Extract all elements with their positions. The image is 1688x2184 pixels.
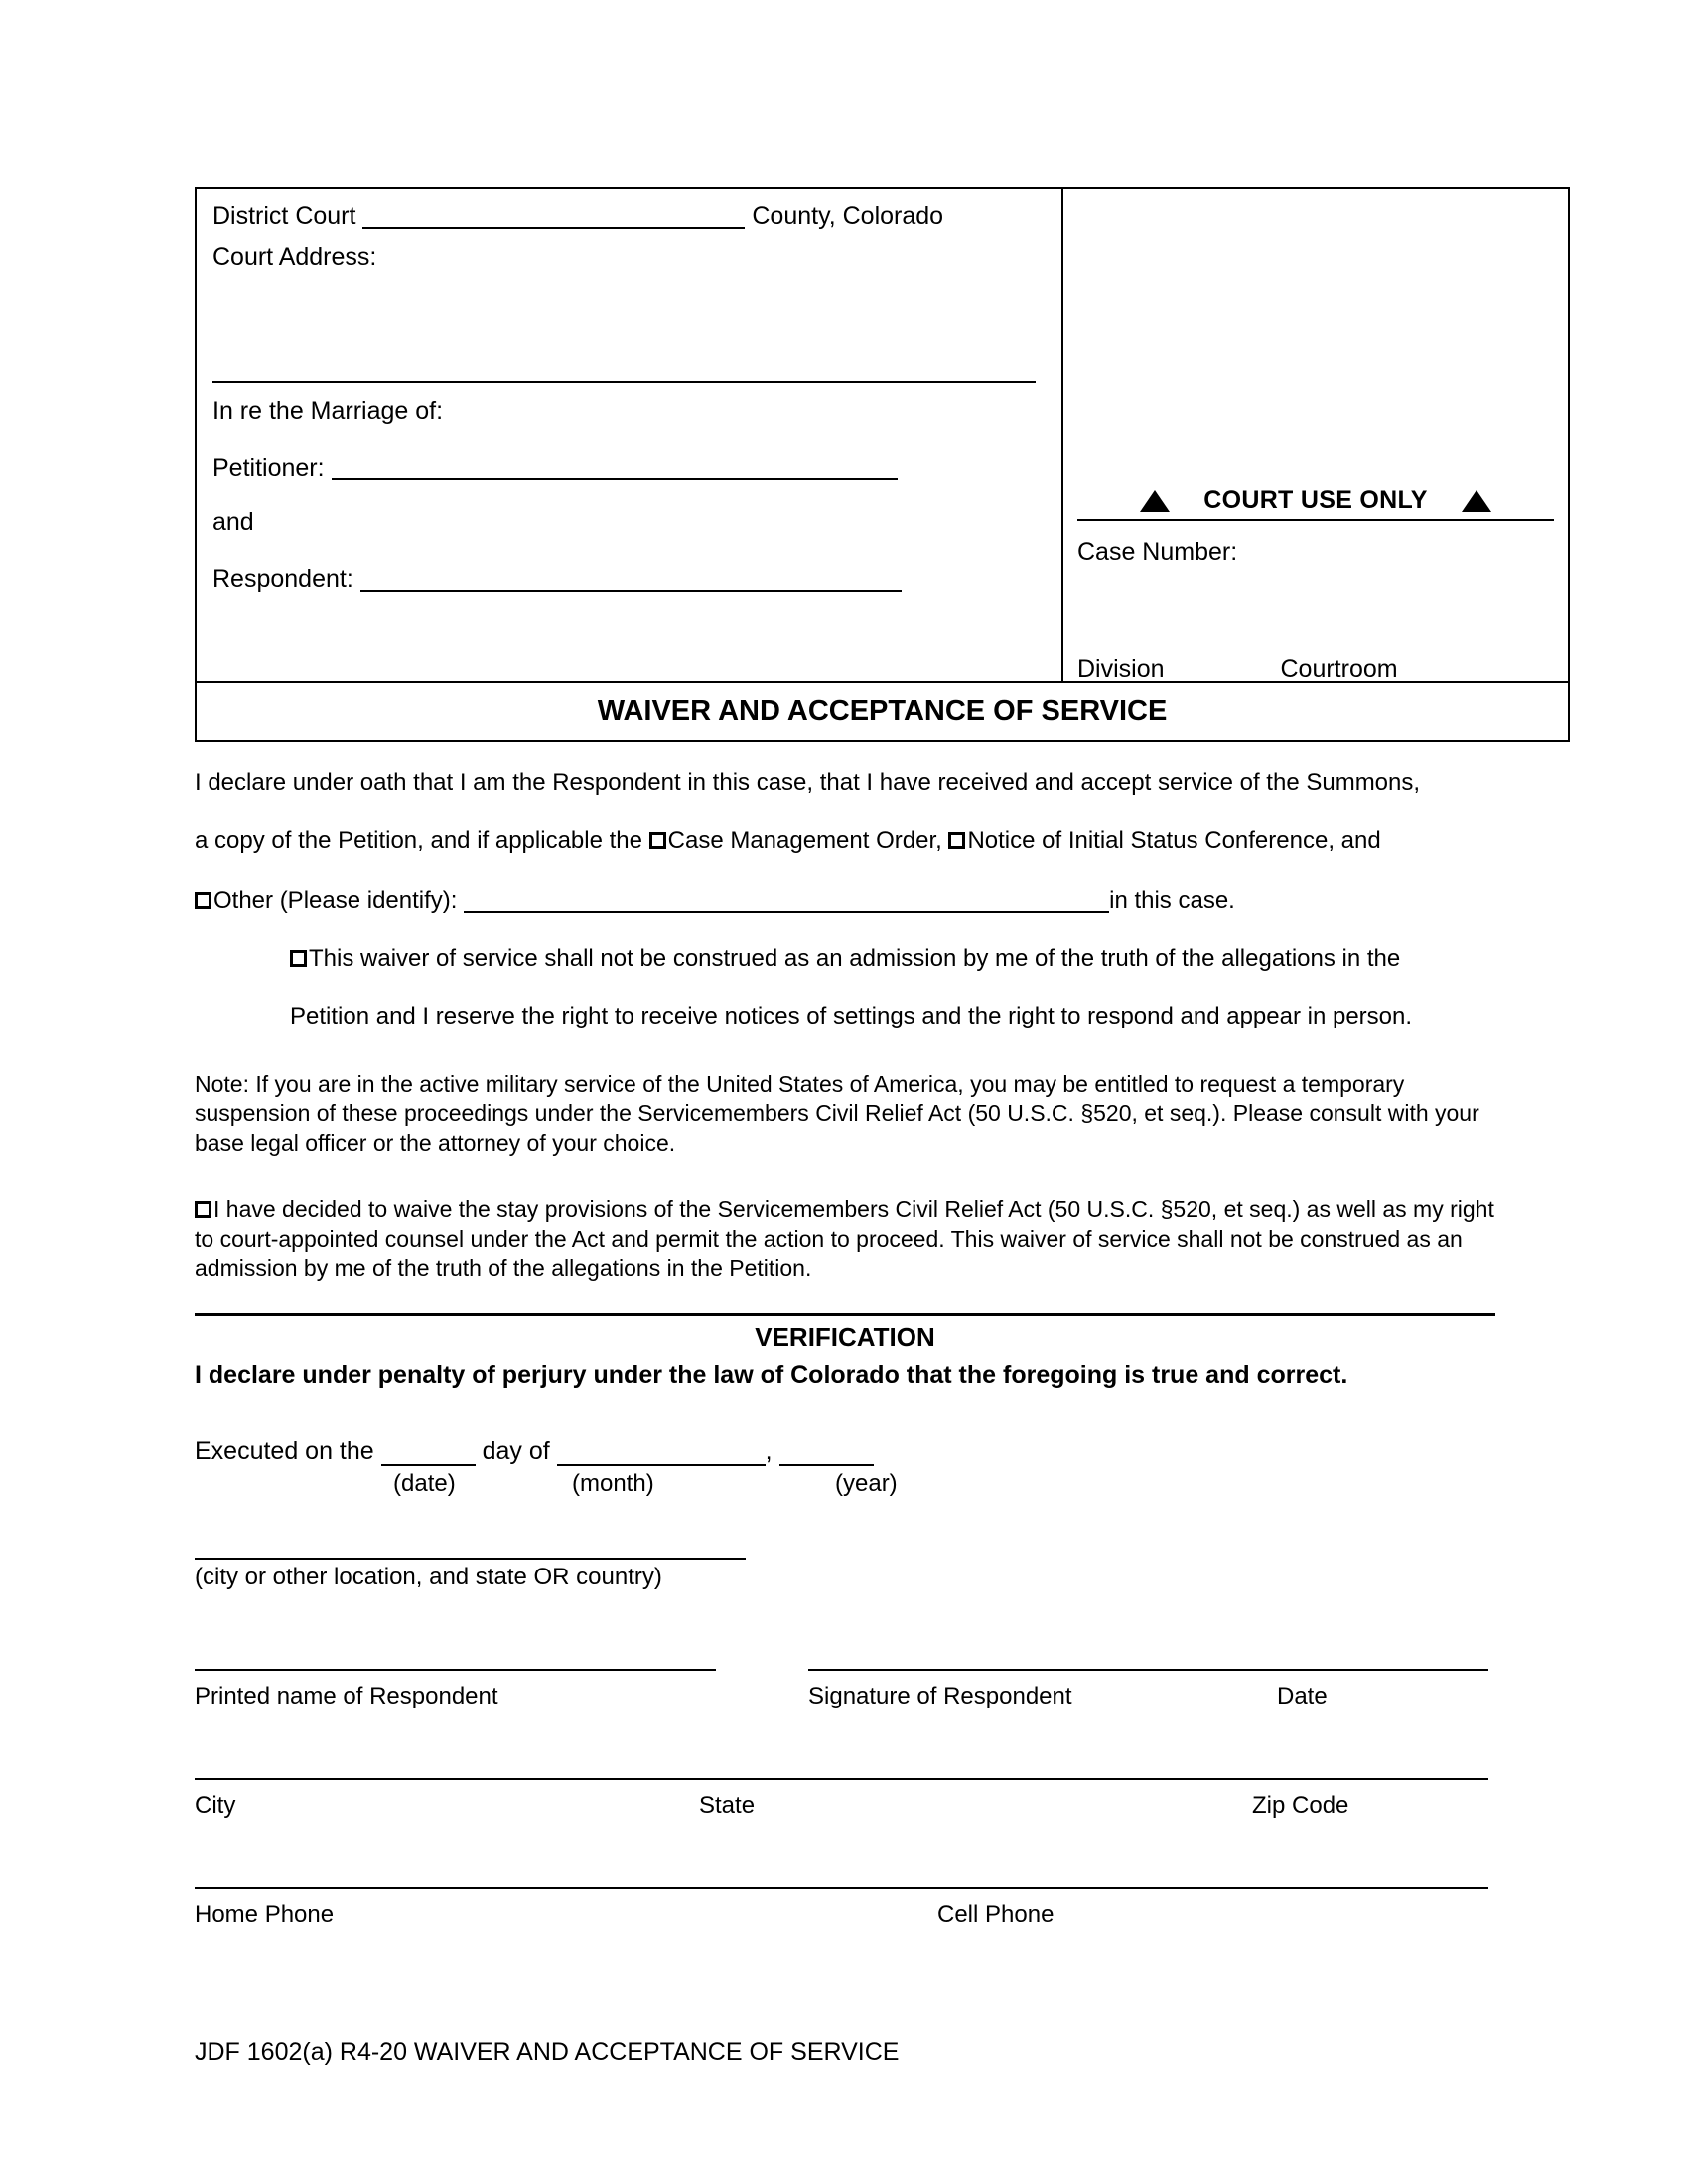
label-case-management-order: Case Management Order, — [667, 827, 949, 854]
case-number-label[interactable]: Case Number: — [1077, 538, 1238, 566]
waiver-admission-line-1 — [290, 947, 1495, 971]
printed-name-blank[interactable] — [195, 1669, 716, 1671]
signature-block — [195, 1647, 1495, 1935]
executed-year-blank[interactable] — [779, 1439, 874, 1466]
page-footer: JDF 1602(a) R4-20 WAIVER AND ACCEPTANCE OF SERVICE — [195, 2038, 900, 2066]
phone-blank[interactable] — [195, 1887, 1488, 1889]
declaration-line-2-prefix: a copy of the Petition, and if applicable the — [195, 827, 649, 854]
other-identify-blank[interactable] — [464, 887, 1109, 913]
signature-row-3-lines — [195, 1865, 1495, 1895]
declaration-line-2 — [195, 829, 1495, 853]
caption-box — [195, 187, 1570, 742]
court-use-only-label: COURT USE ONLY — [1203, 486, 1428, 514]
and-label: and — [212, 508, 254, 536]
caption-left-spacer — [212, 602, 1046, 671]
location-label: (city or other location, and state OR country) — [195, 1563, 662, 1590]
state-label: State — [699, 1791, 756, 1819]
label-notice-initial-status-conference: Notice of Initial Status Conference, and — [967, 827, 1381, 854]
executed-prefix-label: Executed on the — [195, 1436, 374, 1465]
checkbox-case-management-order[interactable] — [649, 832, 666, 849]
date-label: Date — [1277, 1682, 1328, 1709]
signature-row-2-labels — [195, 1792, 1495, 1826]
caption-left-column — [197, 189, 1063, 681]
city-state-zip-blank[interactable] — [195, 1778, 1488, 1780]
division-label[interactable]: Division — [1077, 655, 1165, 683]
triangle-left-icon — [1140, 490, 1170, 512]
triangle-right-icon — [1462, 490, 1491, 512]
form-title: WAIVER AND ACCEPTANCE OF SERVICE — [197, 681, 1568, 740]
label-in-this-case: in this case. — [1109, 887, 1235, 914]
respondent-row — [212, 565, 1046, 592]
court-use-only-block — [1063, 486, 1568, 521]
checkbox-other[interactable] — [195, 892, 211, 909]
verification-divider — [195, 1313, 1495, 1316]
city-label: City — [195, 1791, 236, 1819]
signature-row-3-labels — [195, 1901, 1495, 1935]
verification-declaration: I declare under penalty of perjury under the law of Colorado that the foregoing is true and correct. — [195, 1360, 1348, 1389]
verification-heading: VERIFICATION — [755, 1321, 935, 1352]
executed-sublabels — [195, 1470, 1495, 1500]
waiver-admission-line-2: Petition and I reserve the right to receive notices of settings and the right to respond and appear in person. — [290, 1003, 1413, 1029]
signature-label: Signature of Respondent — [808, 1682, 1072, 1709]
executed-month-blank[interactable] — [557, 1439, 766, 1466]
checkbox-waiver-not-admission[interactable] — [290, 950, 307, 967]
petitioner-label: Petitioner: — [212, 454, 325, 481]
executed-comma: , — [765, 1436, 773, 1465]
checkbox-notice-initial-status-conference[interactable] — [948, 832, 965, 849]
zip-label: Zip Code — [1252, 1791, 1349, 1819]
label-month-paren: (month) — [572, 1469, 654, 1497]
military-note: Note: If you are in the active military service of the United States of America, you may be entitled to request a temporary suspension of these proceedings under the Servicemembers Civil Relief Act (50 U.S.C. §520, et seq.). Please consult with your base legal officer or the attorney of your choice. — [195, 1071, 1479, 1156]
signature-row-2-lines — [195, 1756, 1495, 1786]
executed-day-of-label: day of — [482, 1436, 550, 1465]
document-content — [195, 187, 1495, 1935]
court-address-blank[interactable] — [212, 274, 1036, 383]
petitioner-row — [212, 454, 1046, 480]
label-scra-waiver: I have decided to waive the stay provisions of the Servicemembers Civil Relief Act (50 U.S.C. §520, et seq.) as well as my right to court-appointed counsel under the Act and permit the action to proceed. This waiver of service shall not be construed as an admission by me of the truth of the allegations in the Petition. — [195, 1196, 1494, 1282]
caption-top — [197, 189, 1568, 681]
label-other: Other (Please identify): — [213, 887, 465, 914]
caption-right-column — [1063, 189, 1568, 681]
division-courtroom-row — [1077, 655, 1398, 684]
body-text — [195, 771, 1495, 1284]
cell-phone-label: Cell Phone — [937, 1900, 1055, 1928]
county-blank[interactable] — [362, 203, 745, 229]
label-date-paren: (date) — [393, 1469, 456, 1497]
printed-name-label: Printed name of Respondent — [195, 1682, 498, 1709]
respondent-blank[interactable] — [360, 565, 902, 592]
signature-row-1-labels — [195, 1683, 1495, 1716]
label-waiver-not-admission: This waiver of service shall not be construed as an admission by me of the truth of the allegations in the — [309, 945, 1401, 972]
signature-blank[interactable] — [808, 1669, 1488, 1671]
in-re-label: In re the Marriage of: — [212, 397, 444, 425]
respondent-label: Respondent: — [212, 565, 353, 593]
label-year-paren: (year) — [835, 1469, 898, 1497]
courtroom-label[interactable]: Courtroom — [1280, 655, 1398, 683]
declaration-line-1: I declare under oath that I am the Respondent in this case, that I have received and accept service of the Summons, — [195, 769, 1421, 796]
county-state-label: County, Colorado — [752, 203, 944, 230]
executed-date-blank[interactable] — [381, 1439, 476, 1466]
declaration-line-3 — [195, 887, 1495, 913]
signature-row-1-lines — [195, 1647, 1495, 1677]
waiver-admission-block — [290, 947, 1495, 1028]
checkbox-scra-waiver[interactable] — [195, 1201, 211, 1218]
court-address-label: Court Address: — [212, 243, 377, 271]
district-court-row — [212, 203, 1046, 229]
home-phone-label: Home Phone — [195, 1900, 335, 1928]
district-court-label: District Court — [212, 203, 356, 230]
executed-on-row — [195, 1437, 1495, 1466]
location-blank[interactable] — [195, 1500, 746, 1560]
petitioner-blank[interactable] — [332, 454, 898, 480]
scra-waiver-block — [195, 1195, 1495, 1283]
court-use-only-line — [1077, 486, 1554, 521]
